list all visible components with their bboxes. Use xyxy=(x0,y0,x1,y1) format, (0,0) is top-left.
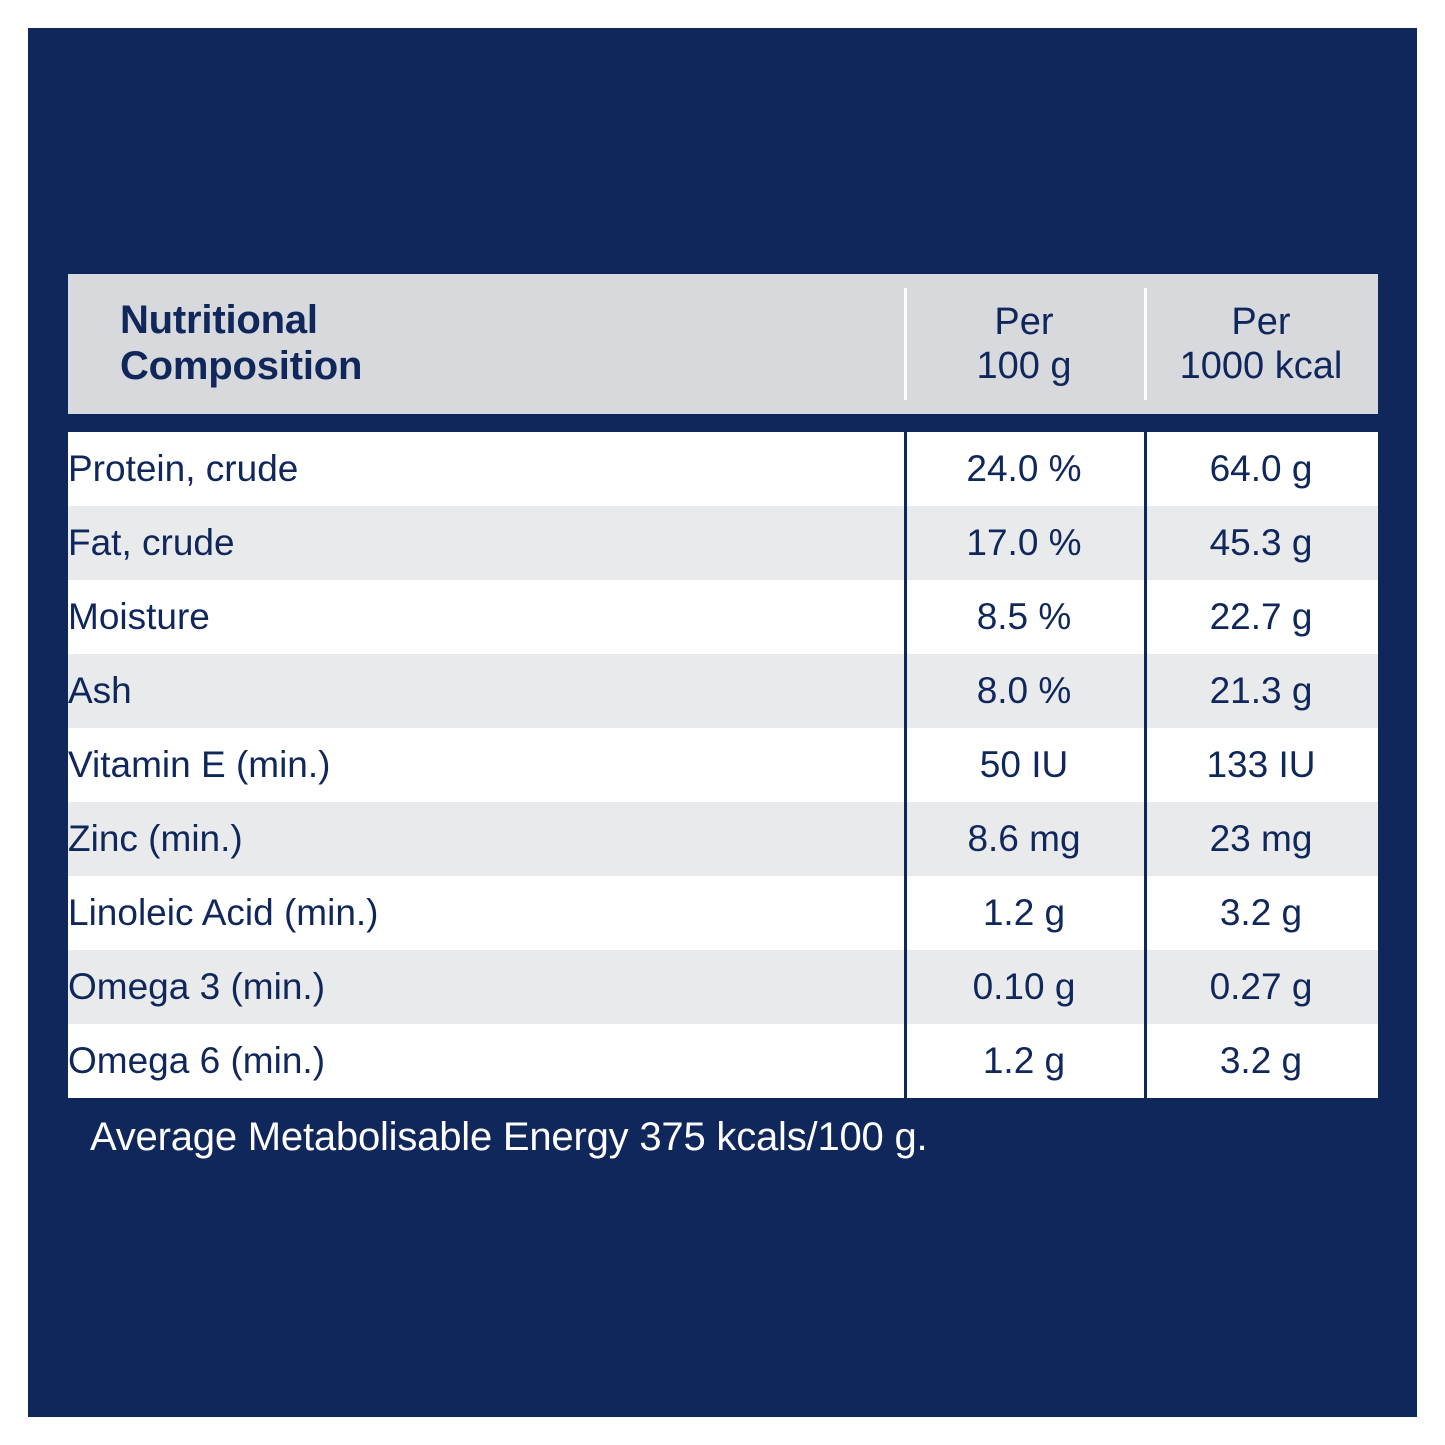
table-row xyxy=(68,802,1378,876)
table-header-row xyxy=(68,274,1378,414)
table-row xyxy=(68,654,1378,728)
table-row xyxy=(68,728,1378,802)
row-per-100g: 0.10 g xyxy=(904,950,1144,1024)
nutrition-table-container xyxy=(68,274,1378,1098)
row-label: Vitamin E (min.) xyxy=(68,728,904,802)
table-row xyxy=(68,876,1378,950)
header-per-1000kcal-line1: Per xyxy=(1231,300,1291,343)
table-row xyxy=(68,580,1378,654)
table-row xyxy=(68,506,1378,580)
row-label: Protein, crude xyxy=(68,432,904,506)
header-composition-line1: Nutritional xyxy=(120,298,318,343)
row-per-100g: 8.0 % xyxy=(904,654,1144,728)
header-composition-line2: Composition xyxy=(120,344,363,388)
row-per-100g: 1.2 g xyxy=(904,1024,1144,1098)
row-per-1000kcal: 64.0 g xyxy=(1144,432,1378,506)
row-per-1000kcal: 0.27 g xyxy=(1144,950,1378,1024)
row-per-1000kcal: 133 IU xyxy=(1144,728,1378,802)
row-per-100g: 8.5 % xyxy=(904,580,1144,654)
row-per-1000kcal: 22.7 g xyxy=(1144,580,1378,654)
row-per-100g: 8.6 mg xyxy=(904,802,1144,876)
row-per-1000kcal: 3.2 g xyxy=(1144,1024,1378,1098)
row-label: Fat, crude xyxy=(68,506,904,580)
table-row xyxy=(68,1024,1378,1098)
header-per-1000kcal-line2: 1000 kcal xyxy=(1179,345,1343,387)
header-cell-per-1000kcal xyxy=(1144,274,1378,414)
header-per-100g-line1: Per xyxy=(994,300,1054,343)
row-label: Omega 6 (min.) xyxy=(68,1024,904,1098)
table-row xyxy=(68,432,1378,506)
row-label: Moisture xyxy=(68,580,904,654)
nutrition-panel xyxy=(28,28,1417,1417)
row-per-100g: 1.2 g xyxy=(904,876,1144,950)
header-cell-composition xyxy=(68,274,904,414)
row-per-100g: 24.0 % xyxy=(904,432,1144,506)
nutrition-table xyxy=(68,274,1378,1098)
row-label: Ash xyxy=(68,654,904,728)
row-per-1000kcal: 3.2 g xyxy=(1144,876,1378,950)
row-label: Linoleic Acid (min.) xyxy=(68,876,904,950)
header-body-gap xyxy=(68,414,1378,432)
row-label: Zinc (min.) xyxy=(68,802,904,876)
energy-footnote: Average Metabolisable Energy 375 kcals/100 g. xyxy=(90,1115,928,1159)
table-row xyxy=(68,950,1378,1024)
row-label: Omega 3 (min.) xyxy=(68,950,904,1024)
row-per-1000kcal: 45.3 g xyxy=(1144,506,1378,580)
header-cell-per-100g xyxy=(904,274,1144,414)
table-body xyxy=(68,414,1378,1098)
row-per-1000kcal: 23 mg xyxy=(1144,802,1378,876)
header-per-100g-line2: 100 g xyxy=(976,345,1072,387)
row-per-1000kcal: 21.3 g xyxy=(1144,654,1378,728)
row-per-100g: 50 IU xyxy=(904,728,1144,802)
table-header xyxy=(68,274,1378,414)
row-per-100g: 17.0 % xyxy=(904,506,1144,580)
